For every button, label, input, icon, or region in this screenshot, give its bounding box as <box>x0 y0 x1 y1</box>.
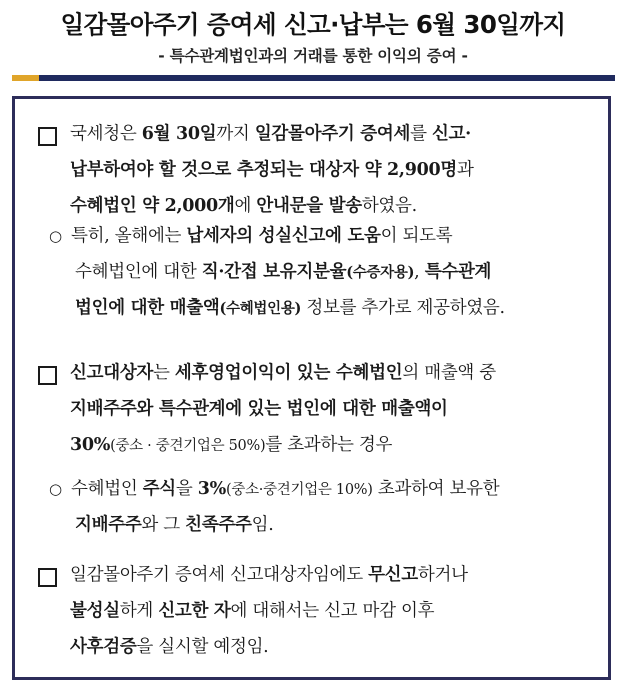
square-bullet-icon <box>38 568 57 587</box>
text-highlight: (수증자용) <box>346 264 415 281</box>
text-highlight: 불성실 <box>70 601 120 621</box>
section-3-line-1 <box>70 557 468 593</box>
text-fragment: 까지 <box>216 124 255 144</box>
text-highlight: 특수관계 <box>424 262 492 282</box>
text-fragment: 수혜법인에 대한 <box>75 262 202 282</box>
section-2-line-2 <box>70 391 448 427</box>
text-fragment: 의 매출액 중 <box>402 363 496 383</box>
text-fragment: (중소 · 중견기업은 50%) <box>110 438 266 454</box>
text-highlight: 사후검증 <box>70 637 137 657</box>
target-count-highlight: 납부하여야 할 것으로 추정되는 대상자 약 2,900명 <box>70 160 457 180</box>
text-fragment: 에 <box>234 196 257 216</box>
content-panel <box>12 96 611 680</box>
page-subtitle: - 특수관계법인과의 거래를 통한 이익의 증여 - <box>158 47 468 65</box>
text-fragment: 하였음. <box>361 196 417 216</box>
section-2-sub-line-1 <box>71 471 499 508</box>
tax-name-highlight: 일감몰아주기 증여세 <box>254 124 411 144</box>
circle-bullet-icon: ○ <box>49 480 63 498</box>
text-fragment: 는 <box>153 363 175 383</box>
section-1-sub-line-1 <box>71 218 452 254</box>
rule-navy-bar <box>12 75 615 81</box>
text-highlight: 법인에 대한 매출액 <box>75 298 220 318</box>
deadline-highlight: 6월 30일 <box>141 124 217 144</box>
text-highlight: 친족주주 <box>185 515 252 535</box>
section-3-line-2 <box>70 593 434 629</box>
text-fragment: 과 <box>456 160 474 180</box>
text-fragment: 을 <box>175 479 198 499</box>
text-fragment: 일감몰아주기 증여세 신고대상자임에도 <box>70 565 369 585</box>
corp-count-highlight: 수혜법인 약 2,000개 <box>70 196 235 216</box>
text-fragment: (중소·중견기업은 10%) <box>226 482 373 498</box>
text-highlight: 신고한 자 <box>158 601 231 621</box>
rule-gold-accent <box>12 75 39 81</box>
section-2-line-3 <box>70 427 392 464</box>
text-fragment: , <box>414 262 425 282</box>
text-fragment: 를 초과하는 경우 <box>265 435 393 455</box>
text-fragment: 초과하여 보유한 <box>372 479 500 499</box>
text-fragment: 특히, 올해에는 <box>71 226 187 246</box>
square-bullet-icon <box>38 366 57 385</box>
section-2-line-1 <box>70 355 496 391</box>
section-1-sub-line-2 <box>75 254 491 291</box>
text-fragment: 와 그 <box>141 515 186 535</box>
ratio-highlight: 30% <box>70 435 111 455</box>
text-fragment: 이 되도록 <box>380 226 453 246</box>
text-highlight: 신고· <box>431 124 471 144</box>
section-1-line-2 <box>70 152 474 188</box>
text-fragment: 를 <box>410 124 432 144</box>
text-highlight: 무신고 <box>368 565 418 585</box>
text-fragment: 국세청은 <box>70 124 142 144</box>
circle-bullet-icon: ○ <box>49 227 63 245</box>
text-fragment: 수혜법인 <box>71 479 143 499</box>
section-1-line-1 <box>70 116 471 152</box>
title-rule <box>12 75 615 81</box>
page-title: 일감몰아주기 증여세 신고·납부는 6월 30일까지 <box>60 10 566 39</box>
square-bullet-icon <box>38 127 57 146</box>
text-highlight: 직·간접 보유지분율 <box>201 262 347 282</box>
section-2-sub-line-2 <box>75 507 273 543</box>
text-fragment: 하거나 <box>417 565 468 585</box>
text-highlight: (수혜법인용) <box>219 300 302 317</box>
text-highlight: 납세자의 성실신고에 도움 <box>186 226 381 246</box>
text-fragment: 에 대해서는 신고 마감 이후 <box>230 601 435 621</box>
section-1-sub-line-3 <box>75 290 505 327</box>
text-fragment: 정보를 추가로 제공하였음. <box>301 298 505 318</box>
section-3-line-3 <box>70 629 268 665</box>
text-highlight: 지배주주와 특수관계에 있는 법인에 대한 매출액이 <box>70 399 448 419</box>
notice-highlight: 안내문을 발송 <box>256 196 362 216</box>
text-highlight: 주식 <box>142 479 176 499</box>
text-highlight: 세후영업이익이 있는 수혜법인 <box>174 363 403 383</box>
text-highlight: 지배주주 <box>75 515 142 535</box>
text-highlight: 신고대상자 <box>70 363 154 383</box>
text-fragment: 하게 <box>119 601 159 621</box>
text-fragment: 임. <box>251 515 274 535</box>
text-fragment: 을 실시할 예정임. <box>136 637 269 657</box>
ratio-highlight: 3% <box>197 479 226 499</box>
